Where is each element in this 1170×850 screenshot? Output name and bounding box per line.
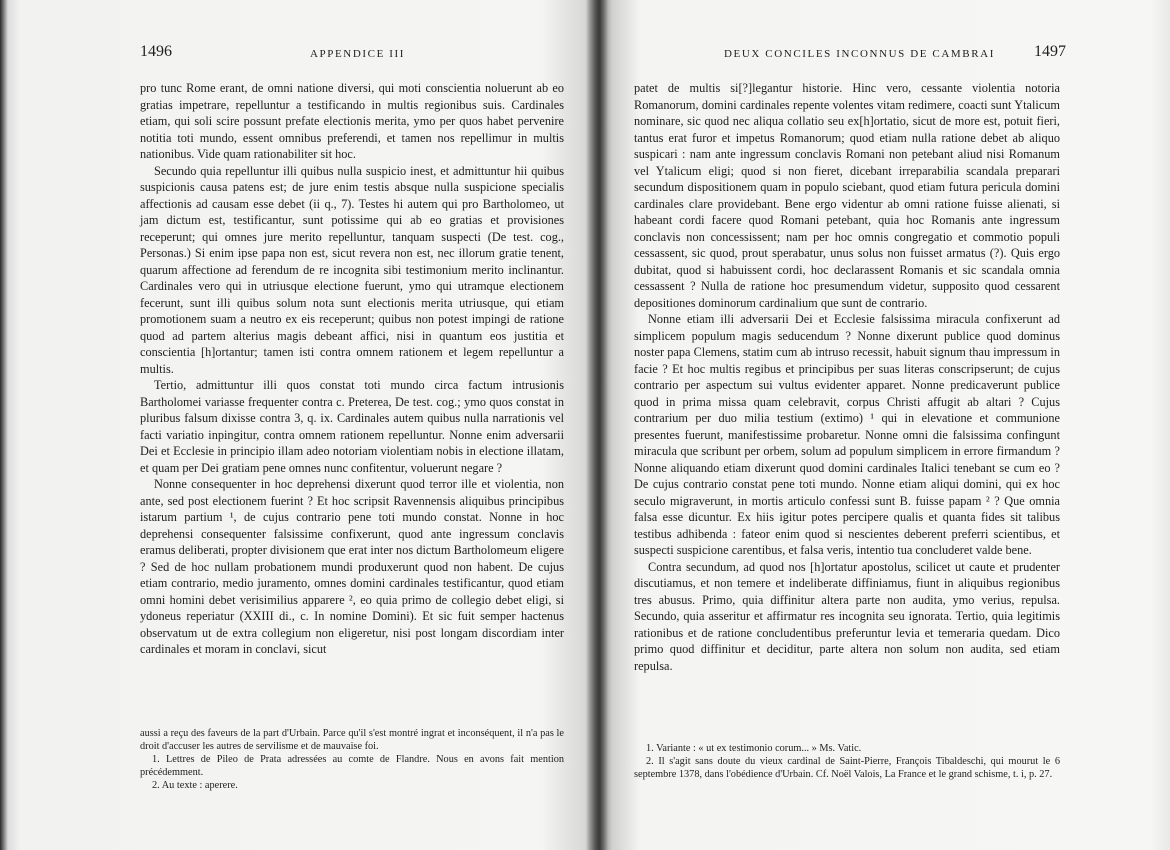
paragraph: Contra secundum, ad quod nos [h]ortatur apostolus, scilicet ut caute et prudenter discutiamus, et non temere et indeliberate diffiniamus, fiunt in aliquibus regionibus tres abusus. Primo, quia diffinitur altera parte non audita, ymo verius, repulsa. Secundo, quia asseritur et affirmatur res incognita seu ignorata. Tertio, quia legitimis rationibus et de ratione concludentibus preferuntur levia et temeraria quedam. Dico primo quod diffinitur et deciditur, parte altera non solum non audita, sed etiam repulsa. — [634, 559, 1060, 673]
footnote-continuation: aussi a reçu des faveurs de la part d'Urbain. Parce qu'il s'est montré ingrat et inconséquent, il n'a pas le droit d'accuser les autres de servilisme et de mauvaise foi. — [140, 728, 564, 752]
left-footnotes — [140, 727, 564, 792]
footnote: 2. Il s'agit sans doute du vieux cardinal de Saint-Pierre, François Tibaldeschi, qui mourut le 6 septembre 1378, dans l'obédience d'Urbain. Cf. Noël Valois, La France et le grand schisme, t. i, p. 27. — [634, 756, 1060, 780]
left-running-header — [0, 43, 590, 68]
left-running-head-title: APPENDICE III — [310, 48, 406, 60]
right-page-body — [634, 80, 1060, 674]
paragraph: Nonne etiam illi adversarii Dei et Ecclesie falsissima miracula confixerunt ad simplicem populum magis seducendum ? Nonne dixerunt publice quod dominus noster papa Clemens, statim cum ab intruso recessit, habuit signum thau impressum in facie ? Et hoc multis regibus et principibus per suas literas conscripserunt; de cujus contrario per aspectum sui vultus evidenter apparet. Nonne predicaverunt publice quod in prima missa quam celebravit, corpus Christi affugit ab altari ? Cujus contrarium per duo milia testium (extimo) ¹ qui in elevatione et communione presentes fuerunt, manifestissime probaretur. Nonne omni die falsissima confingunt miracula que scribunt per orbem, solum ad populum simplicem in errore firmandum ? Nonne aliquando etiam dixerunt quod domini cardinales Italici tenebant se cum eo ? De cujus contrario constat pene toti mundo. Nonne etiam aliqui domini, qui ex hoc seculo migraverunt, in mortis articulo confessi sunt B. fuisse papam ² ? Que omnia falsa esse dicuntur. Ex hiis igitur potes percipere qualis et quanta fides sit talibus testibus adhibenda : fateor enim quod si nescientes deberent preferri scientibus, et suspecti suspicione carentibus, et falsa veris, intentio tua concluderet valde bene. — [634, 312, 1060, 557]
footnote: 1. Variante : « ut ex testimonio corum... » Ms. Vatic. — [646, 743, 862, 754]
right-footnotes — [634, 742, 1060, 781]
paragraph: patet de multis si[?]legantur historie. Hinc vero, cessante violentia notoria Romanorum, domini cardinales repente volentes vitam redimere, coacti sunt Ytalicum nominare, sic quod nec aliqua collatio seu ex[h]ortatio, sicut de more est, potuit fieri, tantus erat furor et impetus Romanorum; quod etiam nulla ratione debet ab aliquo suspicari : nam ante ingressum conclavis Romani non petebant aliud nisi Romanum vel Ytalicum eligi; quod si non fieret, dicebant irreparabilia scandala preparari secundum dispositionem quam in populo sciebant, quod etiam futura pericula domini cardinales clare providebant. Bene ergo videntur ab omni ratione fuisse alienati, si habeant cordi facere quod Romani petebant, quia hoc Romanis ante ingressum conclavis non concessissent; nam per hoc omnis congregatio et commotio populi cessassent, sic quod, prout sperabatur, unus solus non fuisset armatus (?). Quis ergo dubitat, quod si habuissent cordi, hoc declarassent Romanis et sic scandala omnia cessassent ? Nulla de ratione hoc presumendum videtur, supposito quod cessarent depositiones dominorum cardinalium que sunt de contrario. — [634, 81, 1060, 310]
left-page-body — [140, 80, 564, 658]
paragraph: Nonne consequenter in hoc deprehensi dixerunt quod terror ille et violentia, non ante, sed post electionem fuerint ? Et hoc scripsit Ravennensis aliquibus principibus istarum partium ¹, de cujus contrario pene toti mundo constat. Nonne in hoc deprehensi consequenter falsissime confixerunt, quod ante ingressum conclavis eramus deliberati, propter divisionem que erat inter nos dictum Bartholomeum eligere ? Sed de hoc nullam probationem mundi produxerunt quod non habent. De cujus etiam contrario, medio juramento, omnes domini cardinales testificantur, quod etiam omni homini debet verisimilius apparere ², eo quia primo de collegio debet eligi, si ydoneus reperiatur (XXIII di., c. In nomine Domini). Et sic fuit semper hactenus observatum ut de extra collegium non eligeretur, nisi post longam discordiam inter cardinales et moram in conclavi, sicut — [140, 477, 564, 656]
right-page-number: 1497 — [1034, 43, 1066, 60]
left-page-number: 1496 — [140, 43, 172, 60]
footnote: 1. Lettres de Pileo de Prata adressées au comte de Flandre. Nous en avons fait mention précédemment. — [140, 754, 564, 778]
right-page — [606, 0, 1170, 850]
paragraph: Tertio, admittuntur illi quos constat toti mundo circa factum intrusionis Bartholomei variasse frequenter contra c. Preterea, De test. cog.; ymo quos constat in pluribus falsum dixisse contra 3, q. ix. Cardinales autem quibus nulla narrationis vel facti variatio inpingitur, contra omnem rationem repelluntur. Nonne enim adversarii Dei et Ecclesie in principio illam adeo notoriam violentiam nobis in electione illatam, et quam per Dei gratiam pene omnes nunc confitentur, voluerunt negare ? — [140, 378, 564, 475]
paragraph: Secundo quia repelluntur illi quibus nulla suspicio inest, et admittuntur hii quibus suspicionis causa patens est; de jure enim testis absque nulla suspicione specialis affectionis ad causam esse debet (ii q., 7). Testes hi autem qui pro Bartholomeo, ut jam dictum est, testificantur, sunt potissime qui ab eo gratias et provisiones receperunt; qui omnes jure merito repelluntur, tanquam suspecti (De test. cog., Personas.) Si enim ipse papa non est, sicut revera non est, nec illorum gratie tenent, quarum affectione ad ferendum de re incognita sibi testimonium merito inclinantur. Cardinales vero qui in utriusque electione fuerunt, ymo qui utramque electionem fecerunt, sunt illi quibus solum nota sunt electionis merita utriusque, qui etiam promotionem suam a neutro ex eis receperunt; quibus non potest impingi de ratione quod ad partem alterius magis debeant affici, nisi in quantum eos justitia et conscientia [h]ortantur; tamen isti contra omnem rationem et legem repelluntur a multis. — [140, 163, 564, 376]
right-running-header — [606, 43, 1170, 68]
paragraph: pro tunc Rome erant, de omni natione diversi, qui moti conscientia noluerunt ab eo gratias impetrare, repelluntur a testificando in multis regionibus suis. Cardinales etiam, qui soli scire possunt prefate electionis merita, ymo per quos habet pervenire notitia toti mundo, essent omnibus preferendi, et tamen nos repellimur in multis nationibus. Vide quam rationabiliter sit hoc. — [140, 81, 564, 161]
footnote: 2. Au texte : aperere. — [152, 780, 238, 791]
right-running-head-title: DEUX CONCILES INCONNUS DE CAMBRAI — [724, 48, 995, 60]
